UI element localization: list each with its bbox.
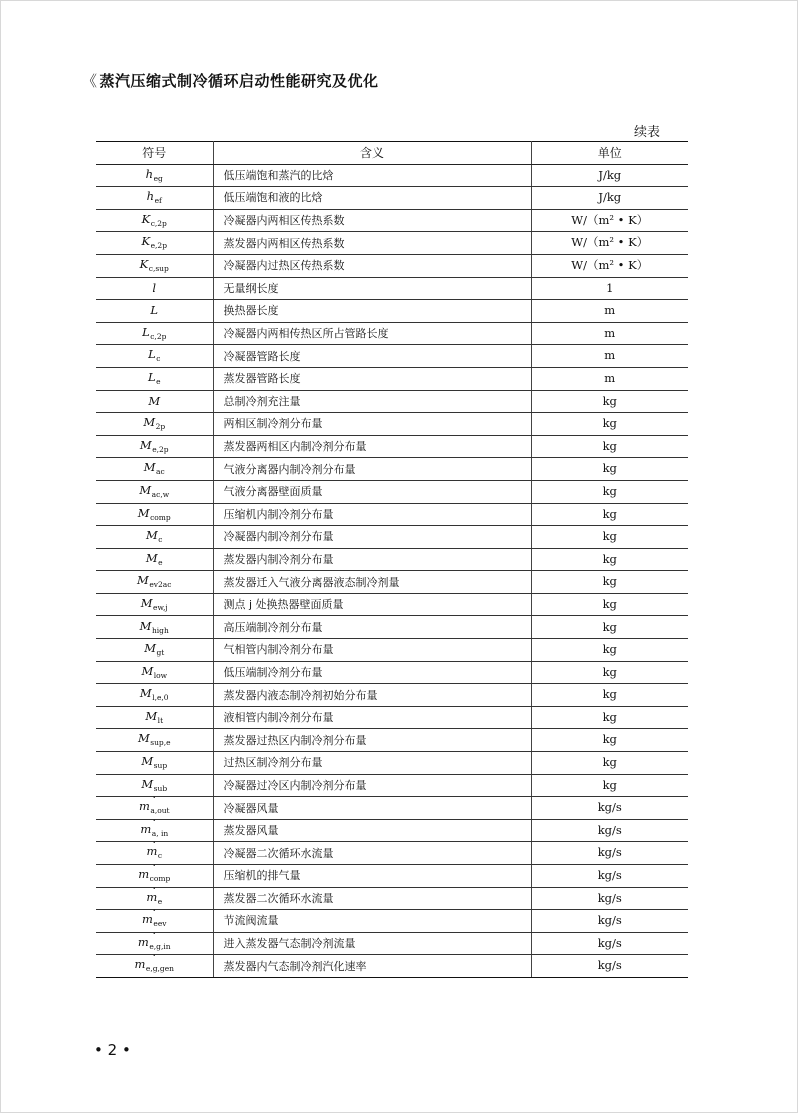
symbol-cell: [96, 526, 213, 549]
table-row: [96, 526, 688, 549]
symbol-cell: [96, 503, 213, 526]
table-row: [96, 842, 688, 865]
symbol-subscript: sup,e: [150, 738, 171, 748]
unit-cell: kg: [531, 593, 688, 616]
book-title: 蒸汽压缩式制冷循环启动性能研究及优化: [99, 72, 379, 90]
chapter-mark: 《: [82, 72, 98, 90]
meaning-cell: 冷凝器内制冷剂分布量: [213, 526, 531, 549]
symbol-cell: [96, 367, 213, 390]
symbol: [146, 551, 163, 565]
symbol-letter: m: [138, 799, 150, 814]
column-header-unit: 单位: [531, 142, 688, 165]
symbol-subscript: comp: [149, 874, 171, 884]
unit-cell: m: [531, 322, 688, 345]
meaning-cell: 冷凝器内过热区传热系数: [213, 254, 531, 277]
unit-cell: kg: [531, 458, 688, 481]
symbol-letter: K: [141, 234, 151, 249]
table-row: [96, 480, 688, 503]
symbol: [148, 394, 160, 408]
symbol: [138, 506, 171, 520]
symbol-letter: h: [145, 166, 154, 181]
symbol-subscript: ac: [156, 467, 165, 477]
unit-cell: kg/s: [531, 955, 688, 978]
symbol-letter: M: [139, 686, 152, 701]
unit-cell: kg: [531, 639, 688, 662]
symbol-subscript: lt: [157, 715, 164, 725]
symbol-cell: [96, 345, 213, 368]
page-number: [94, 1041, 131, 1059]
meaning-cell: 冷凝器过冷区内制冷剂分布量: [213, 774, 531, 797]
table-row: [96, 932, 688, 955]
symbol-letter: M: [141, 754, 154, 769]
unit-cell: kg/s: [531, 910, 688, 933]
meaning-cell: 测点 j 处换热器壁面质量: [213, 593, 531, 616]
symbol-letter: L: [148, 347, 156, 362]
table-row: [96, 661, 688, 684]
symbol-cell: [96, 458, 213, 481]
symbol-cell: [96, 209, 213, 232]
symbol-subscript: a, in: [151, 828, 169, 838]
symbol-subscript: e,2p: [152, 444, 169, 454]
table-row: [96, 955, 688, 978]
table-row: [96, 819, 688, 842]
symbol-subscript: comp: [150, 512, 171, 522]
unit-cell: kg/s: [531, 842, 688, 865]
meaning-cell: 换热器长度: [213, 300, 531, 323]
symbol-with-dot: [140, 821, 169, 838]
meaning-cell: 蒸发器迁入气液分离器液态制冷剂量: [213, 571, 531, 594]
meaning-cell: 蒸发器内两相区传热系数: [213, 232, 531, 255]
table-row: [96, 593, 688, 616]
meaning-cell: 节流阀流量: [213, 910, 531, 933]
unit-cell: 1: [531, 277, 688, 300]
symbol-letter: m: [138, 867, 150, 882]
unit-cell: kg: [531, 480, 688, 503]
table-row: [96, 164, 688, 187]
symbol-subscript: e,2p: [150, 241, 167, 251]
meaning-cell: 液相管内制冷剂分布量: [213, 706, 531, 729]
meaning-cell: 高压端制冷剂分布量: [213, 616, 531, 639]
symbol-subscript: c,2p: [150, 331, 167, 341]
symbol-letter: m: [134, 957, 146, 972]
symbol: [143, 415, 166, 432]
unit-cell: kg: [531, 548, 688, 571]
meaning-cell: 压缩机的排气量: [213, 865, 531, 888]
table-body: [96, 164, 688, 977]
symbol-cell: [96, 322, 213, 345]
symbol-cell: [96, 187, 213, 210]
symbol-cell: [96, 413, 213, 436]
symbol-subscript: c,2p: [150, 218, 167, 228]
table-row: [96, 616, 688, 639]
symbol-subscript: eg: [153, 173, 163, 183]
symbol: [144, 641, 165, 658]
symbol-letter: M: [137, 573, 149, 588]
symbol-subscript: e: [157, 896, 163, 906]
meaning-cell: 进入蒸发器气态制冷剂流量: [213, 932, 531, 955]
symbol-cell: [96, 616, 213, 639]
symbol-with-dot: [135, 959, 174, 973]
symbol-subscript: e,g,in: [149, 941, 171, 951]
symbol-letter: L: [147, 369, 156, 384]
symbol: [146, 167, 163, 181]
symbol-letter: K: [141, 211, 151, 226]
symbol-cell: [96, 164, 213, 187]
unit-cell: kg/s: [531, 932, 688, 955]
meaning-cell: 蒸发器两相区内制冷剂分布量: [213, 435, 531, 458]
folio-bullet-left: •: [94, 1041, 103, 1059]
symbol-letter: M: [144, 641, 156, 656]
symbol-subscript: e: [158, 557, 163, 567]
symbol-cell: [96, 955, 213, 978]
meaning-cell: 低压端制冷剂分布量: [213, 661, 531, 684]
symbol-cell: [96, 571, 213, 594]
unit-cell: kg/s: [531, 865, 688, 888]
symbol-cell: [96, 300, 213, 323]
unit-cell: kg: [531, 661, 688, 684]
table-row: [96, 639, 688, 662]
symbol-letter: M: [141, 776, 154, 791]
column-header-symbol: 符号: [96, 142, 213, 165]
unit-cell: kg: [531, 729, 688, 752]
meaning-cell: 蒸发器内制冷剂分布量: [213, 548, 531, 571]
meaning-cell: 低压端饱和液的比焓: [213, 187, 531, 210]
symbol-letter: m: [137, 934, 149, 949]
symbol-letter: m: [140, 821, 152, 836]
symbol-letter: M: [145, 550, 158, 565]
symbol: [145, 709, 163, 723]
meaning-cell: 蒸发器风量: [213, 819, 531, 842]
meaning-cell: 两相区制冷剂分布量: [213, 413, 531, 436]
continued-label: 续表: [633, 125, 660, 140]
symbol-letter: M: [140, 595, 153, 610]
table-row: [96, 367, 688, 390]
table-row: [96, 797, 688, 820]
table-row: [96, 187, 688, 210]
symbol-cell: [96, 706, 213, 729]
meaning-cell: 蒸发器内液态制冷剂初始分布量: [213, 684, 531, 707]
symbol-with-dot: [137, 934, 171, 951]
folio-number: 2: [107, 1041, 118, 1059]
unit-cell: m: [531, 345, 688, 368]
table-row: [96, 322, 688, 345]
unit-cell: m: [531, 300, 688, 323]
symbol-letter: M: [141, 663, 154, 678]
table-row: [96, 548, 688, 571]
meaning-cell: 冷凝器管路长度: [213, 345, 531, 368]
meaning-cell: 无量纲长度: [213, 277, 531, 300]
symbol-with-dot: [142, 914, 167, 928]
symbol-subscript: sub: [153, 783, 168, 793]
meaning-cell: 蒸发器二次循环水流量: [213, 887, 531, 910]
unit-cell: kg/s: [531, 797, 688, 820]
symbol: [143, 460, 165, 477]
symbol-subscript: ew,j: [153, 602, 168, 612]
meaning-cell: 蒸发器内气态制冷剂汽化速率: [213, 955, 531, 978]
symbol-subscript: sup: [153, 761, 168, 771]
symbol: [148, 347, 161, 364]
symbol-cell: [96, 752, 213, 775]
meaning-cell: 蒸发器过热区内制冷剂分布量: [213, 729, 531, 752]
table-row: [96, 865, 688, 888]
unit-cell: W/（m² • K）: [531, 209, 688, 232]
unit-cell: kg: [531, 616, 688, 639]
symbol-subscript: c: [158, 535, 163, 545]
meaning-cell: 压缩机内制冷剂分布量: [213, 503, 531, 526]
table-header-row: [96, 142, 688, 165]
symbol-letter: M: [139, 437, 152, 452]
table-row: [96, 390, 688, 413]
meaning-cell: 低压端饱和蒸汽的比焓: [213, 164, 531, 187]
table-row: [96, 503, 688, 526]
symbol-letter: M: [145, 708, 158, 723]
symbol-letter: M: [139, 618, 152, 633]
table-row: [96, 277, 688, 300]
symbol: [137, 731, 171, 748]
table-row: [96, 435, 688, 458]
table-row: [96, 729, 688, 752]
symbol: [150, 303, 158, 317]
unit-cell: kg: [531, 526, 688, 549]
symbol-subscript: ev2ac: [149, 580, 172, 590]
symbol: [142, 325, 166, 339]
table-row: [96, 752, 688, 775]
meaning-cell: 冷凝器风量: [213, 797, 531, 820]
symbol-letter: M: [137, 505, 150, 520]
symbol-subscript: c: [157, 851, 163, 861]
symbol: [141, 596, 168, 610]
table-row: [96, 300, 688, 323]
folio-bullet-right: •: [121, 1041, 131, 1059]
meaning-cell: 气液分离器壁面质量: [213, 480, 531, 503]
symbol-cell: [96, 435, 213, 458]
symbol-letter: M: [146, 528, 158, 543]
unit-cell: kg: [531, 390, 688, 413]
unit-cell: kg: [531, 503, 688, 526]
symbol-cell: [96, 390, 213, 413]
symbol-letter: M: [143, 460, 156, 475]
symbol: [137, 573, 172, 590]
symbol-cell: [96, 254, 213, 277]
meaning-cell: 气相管内制冷剂分布量: [213, 639, 531, 662]
unit-cell: J/kg: [531, 164, 688, 187]
symbol: [139, 257, 169, 274]
meaning-cell: 总制冷剂充注量: [213, 390, 531, 413]
symbol: [152, 281, 156, 295]
table-row: [96, 458, 688, 481]
symbol-with-dot: [138, 869, 170, 883]
symbol-subscript: c: [156, 354, 161, 364]
symbol-letter: L: [150, 303, 159, 318]
unit-cell: kg: [531, 435, 688, 458]
symbol: [141, 754, 168, 771]
symbol-cell: [96, 684, 213, 707]
symbol-letter: m: [146, 889, 158, 904]
symbol-subscript: 2p: [155, 422, 166, 432]
unit-cell: W/（m² • K）: [531, 254, 688, 277]
running-head: [82, 70, 379, 91]
symbol-subscript: e,g,gen: [145, 964, 174, 974]
table-row: [96, 209, 688, 232]
meaning-cell: 冷凝器二次循环水流量: [213, 842, 531, 865]
symbol-cell: [96, 480, 213, 503]
unit-cell: kg: [531, 571, 688, 594]
table-row: [96, 887, 688, 910]
symbol-subscript: low: [153, 670, 168, 680]
symbol-cell: [96, 232, 213, 255]
symbol: [140, 619, 169, 633]
symbol-cell: [96, 661, 213, 684]
unit-cell: J/kg: [531, 187, 688, 210]
symbol-letter: M: [143, 415, 156, 430]
symbol-subscript: ac,w: [151, 489, 170, 499]
unit-cell: kg/s: [531, 819, 688, 842]
unit-cell: kg: [531, 752, 688, 775]
table-row: [96, 345, 688, 368]
unit-cell: W/（m² • K）: [531, 232, 688, 255]
symbol-letter: M: [148, 393, 161, 408]
symbol-with-dot: [146, 846, 162, 860]
symbol-with-dot: [139, 801, 170, 815]
symbol: [141, 664, 167, 678]
symbol: [148, 370, 161, 384]
table-row: [96, 684, 688, 707]
symbol-letter: M: [139, 482, 152, 497]
meaning-cell: 过热区制冷剂分布量: [213, 752, 531, 775]
symbol: [139, 483, 169, 497]
symbol-subscript: eev: [153, 919, 167, 929]
unit-cell: kg: [531, 684, 688, 707]
table-row: [96, 254, 688, 277]
symbol: [139, 686, 169, 703]
symbol: [141, 777, 167, 791]
symbol: [140, 438, 169, 452]
unit-cell: kg/s: [531, 887, 688, 910]
symbol-cell: [96, 548, 213, 571]
symbol-with-dot: [146, 889, 163, 906]
table-row: [96, 571, 688, 594]
unit-cell: kg: [531, 706, 688, 729]
unit-cell: kg: [531, 774, 688, 797]
symbol-letter: K: [139, 257, 149, 272]
symbol-subscript: ef: [154, 196, 162, 206]
symbol-subscript: a,out: [150, 806, 170, 816]
symbol-subscript: gt: [156, 648, 165, 658]
symbol-letter: l: [152, 280, 157, 295]
column-header-meaning: 含义: [213, 142, 531, 165]
unit-cell: kg: [531, 413, 688, 436]
symbol: [141, 234, 168, 251]
symbol-letter: m: [141, 912, 153, 927]
symbol-cell: [96, 593, 213, 616]
symbol-subscript: l,e,0: [152, 693, 169, 703]
symbol: [142, 212, 167, 226]
symbol-subscript: c,sup: [148, 264, 169, 274]
meaning-cell: 冷凝器内两相传热区所占管路长度: [213, 322, 531, 345]
table-row: [96, 413, 688, 436]
table-row: [96, 774, 688, 797]
symbol-letter: L: [142, 324, 150, 339]
symbol: [146, 189, 162, 206]
symbol: [146, 528, 163, 545]
symbol-cell: [96, 639, 213, 662]
symbol-cell: [96, 729, 213, 752]
symbol-table: [96, 141, 688, 978]
meaning-cell: 气液分离器内制冷剂分布量: [213, 458, 531, 481]
symbol-subscript: high: [151, 625, 169, 635]
table-row: [96, 910, 688, 933]
symbol-subscript: e: [156, 376, 161, 386]
table-row: [96, 706, 688, 729]
meaning-cell: 蒸发器管路长度: [213, 367, 531, 390]
symbol-letter: m: [146, 844, 158, 859]
symbol-cell: [96, 277, 213, 300]
meaning-cell: 冷凝器内两相区传热系数: [213, 209, 531, 232]
table-row: [96, 232, 688, 255]
symbol-letter: M: [137, 731, 150, 746]
unit-cell: m: [531, 367, 688, 390]
symbol-letter: h: [146, 189, 155, 204]
